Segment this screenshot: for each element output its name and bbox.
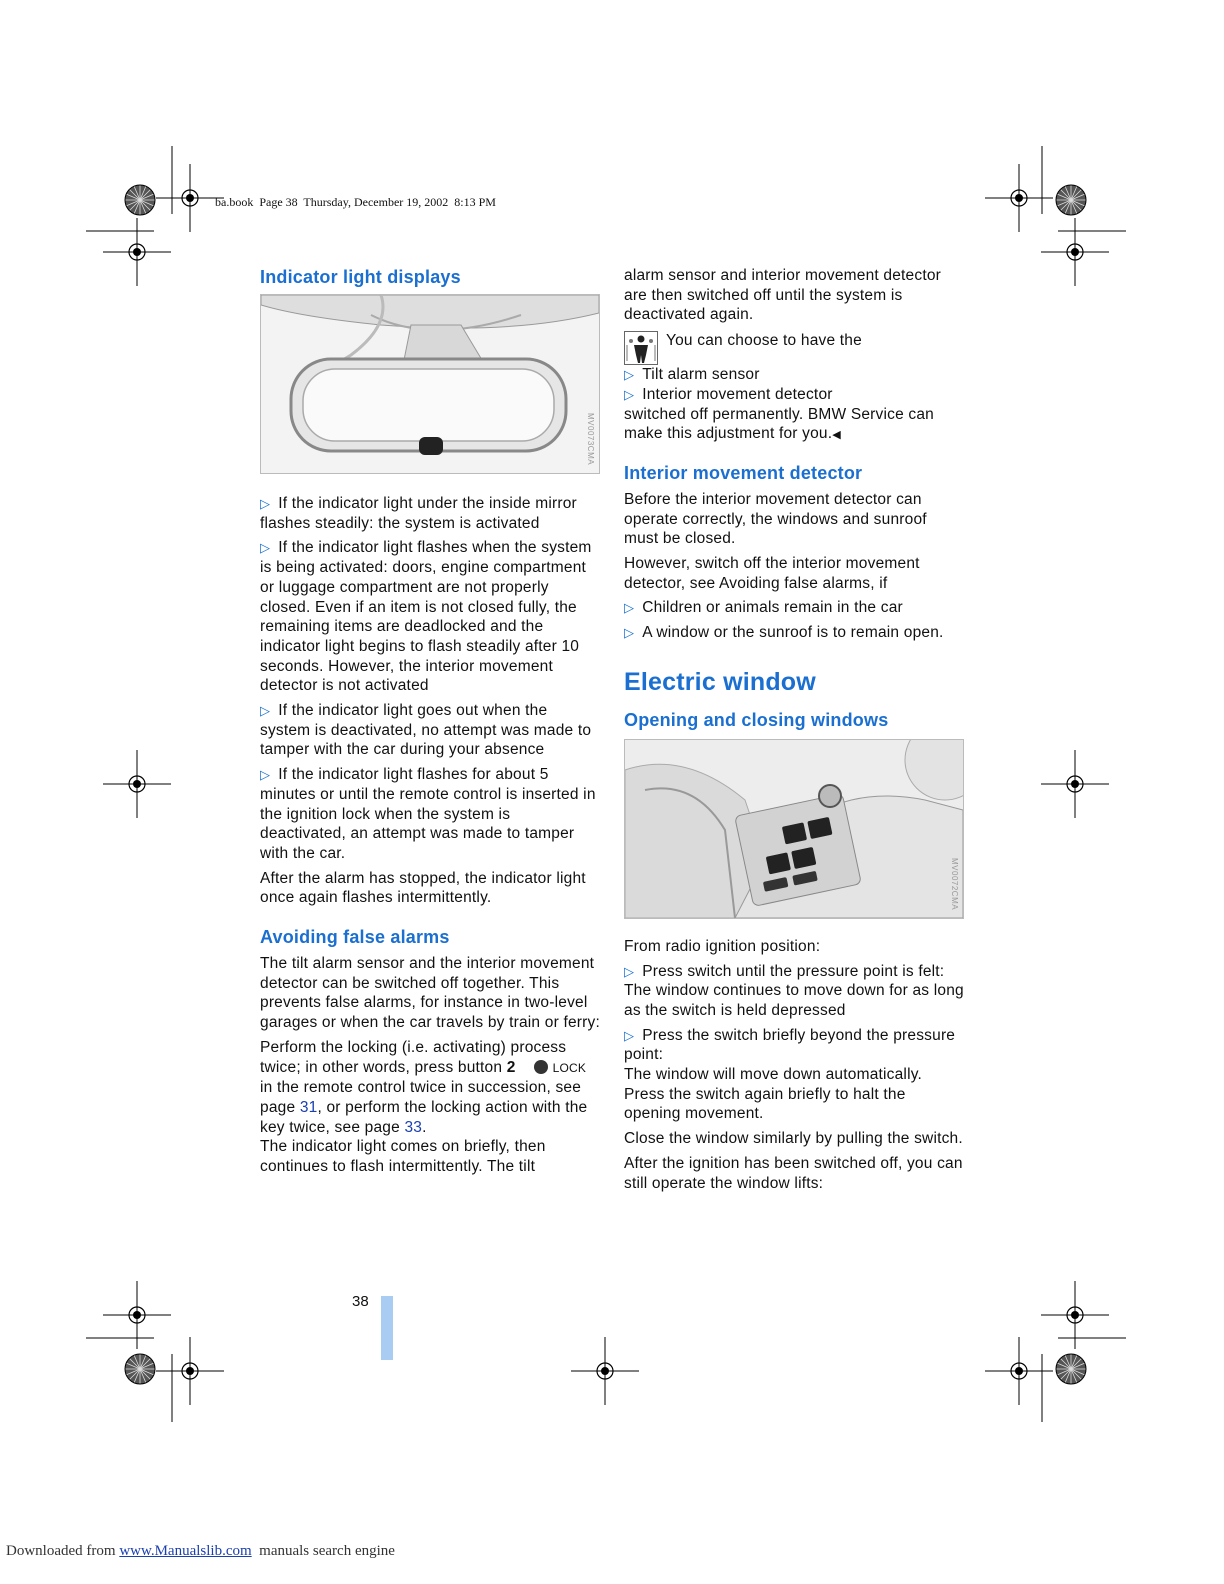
text: in the remote control twice in succession, see page (260, 1079, 582, 1116)
text: . (422, 1118, 427, 1136)
bullet-item: ▷ Press switch until the pressure point is felt: (624, 962, 964, 982)
text: , or perform the locking action with the key twice, see page (260, 1098, 588, 1136)
heading-avoiding-false-alarms: Avoiding false alarms (260, 927, 450, 948)
paragraph: Before the interior movement detector can operate correctly, the windows and sunroof must be closed. (624, 490, 927, 548)
mirror-figure (260, 294, 600, 474)
section-title-electric-window: Electric window (624, 667, 816, 696)
print-header: ba.book Page 38 Thursday, December 19, 2002 8:13 PM (215, 195, 496, 209)
figure-id: MV0072CMA (950, 857, 959, 910)
paragraph-locking (260, 1038, 600, 1138)
window-switch-figure (624, 739, 964, 919)
bullet-item: ▷ Children or animals remain in the car (624, 598, 964, 618)
page-link-31[interactable]: 31 (299, 1098, 318, 1116)
note-bullet: ▷ Tilt alarm sensor (624, 365, 964, 385)
paragraph: The window will move down automatically. Press the switch again briefly to halt the opening movement. (624, 1066, 923, 1123)
figure-id: MV0073CMA (586, 413, 595, 466)
footer-link[interactable]: www.Manualslib.com (119, 1543, 252, 1559)
page-link-33[interactable]: 33 (404, 1118, 423, 1136)
text: switched off permanently. BMW Service can make this adjustment for you. (624, 405, 934, 443)
bullet-item: ▷ If the indicator light goes out when the system is deactivated, no attempt was made to tamper with the car during your absence (260, 701, 600, 760)
paragraph: From radio ignition position: (624, 937, 821, 955)
note-text: You can choose to have the (666, 332, 862, 350)
page-tab-bar (381, 1296, 393, 1360)
button-number: 2 (506, 1058, 516, 1076)
window-switch-illustration (625, 740, 963, 918)
heading-opening-closing-windows: Opening and closing windows (624, 709, 889, 730)
footer-suffix: manuals search engine (251, 1543, 395, 1559)
heading-indicator-light-displays: Indicator light displays (260, 267, 461, 287)
bullet-item: ▷ A window or the sunroof is to remain open. (624, 623, 964, 643)
note-end (624, 405, 964, 446)
lock-label: LOCK (552, 1060, 587, 1075)
paragraph: The window continues to move down for as long as the switch is held depressed (624, 982, 964, 1019)
right-column (624, 266, 964, 1198)
note-bullet: ▷ Interior movement detector (624, 385, 964, 405)
paragraph: The tilt alarm sensor and the interior movement detector can be switched off together. This prevents false alarms, for instance in two-level garages or when the car travels by train or ferry: (260, 955, 600, 1032)
note-block (624, 331, 964, 365)
left-column (260, 266, 600, 1182)
end-mark-icon: ◀ (832, 429, 841, 442)
paragraph: The indicator light comes on briefly, then continues to flash intermittently. The tilt (260, 1138, 546, 1176)
bullet-item: ▷ If the indicator light under the inside mirror flashes steadily: the system is activated (260, 494, 600, 533)
paragraph: After the ignition has been switched off, you can still operate the window lifts: (624, 1154, 963, 1192)
paragraph: After the alarm has stopped, the indicator light once again flashes intermittently. (260, 869, 586, 907)
download-footer (6, 1543, 395, 1560)
lock-key-icon (534, 1060, 548, 1074)
paragraph: alarm sensor and interior movement detector are then switched off until the system is deactivated again. (624, 267, 942, 324)
service-note-icon (624, 331, 658, 365)
text: Perform the locking (i.e. activating) process twice; in other words, press button (260, 1038, 567, 1076)
paragraph: Close the window similarly by pulling the switch. (624, 1130, 963, 1148)
paragraph: However, switch off the interior movement detector, see Avoiding false alarms, if (624, 555, 920, 592)
rearview-mirror-illustration (261, 295, 599, 473)
heading-interior-movement-detector: Interior movement detector (624, 462, 863, 483)
footer-prefix: Downloaded from (6, 1543, 120, 1559)
bullet-item: ▷ Press the switch briefly beyond the pressure point: (624, 1026, 964, 1065)
bullet-item: ▷ If the indicator light flashes when the system is being activated: doors, engine compartment or luggage compartment are not properly closed. Even if an item is not closed fully, the remaining items are deadlocked and the indicator light begins to flash steadily after 10 seconds. However, the interior movement detector is not activated (260, 538, 600, 696)
bullet-item: ▷ If the indicator light flashes for about 5 minutes or until the remote control is inserted in the ignition lock when the system is deactivated, an attempt was made to tamper with the car. (260, 765, 600, 864)
page-number: 38 (352, 1293, 369, 1310)
